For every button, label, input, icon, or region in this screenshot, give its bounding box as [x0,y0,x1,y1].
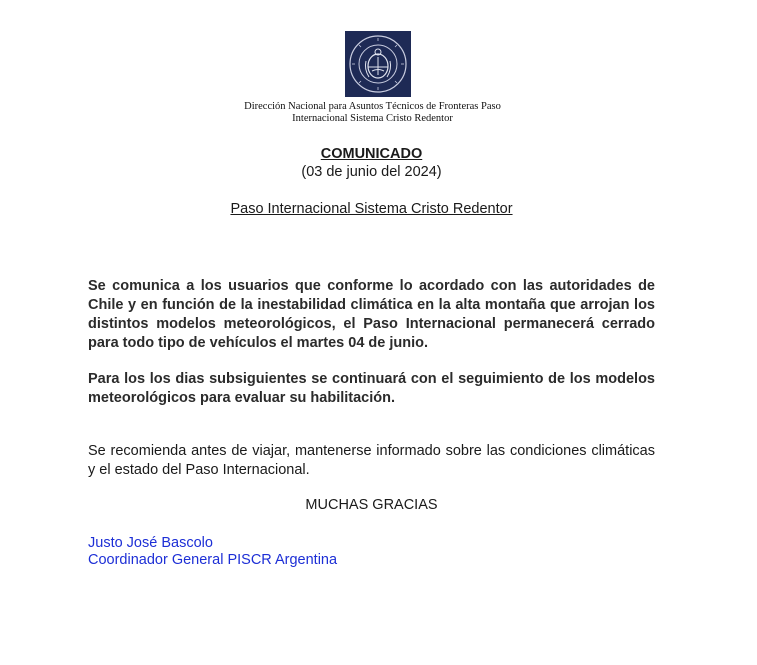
closing-text: MUCHAS GRACIAS [305,497,438,513]
ministerio-del-interior-seal-icon [345,31,411,97]
signature-role: Coordinador General PISCR Argentina [88,552,338,568]
header-line-2: Internacional Sistema Cristo Redentor [292,113,453,124]
signature-name: Justo José Bascolo [88,535,213,551]
document-subtitle [0,201,743,217]
paragraph-recommendation: Se recomienda antes de viajar, mantenerse informado sobre las condiciones climáticas y el estado del Paso Internacional. [88,443,655,478]
document-title [0,146,743,162]
paragraph-closure-notice: Se comunica a los usuarios que conforme lo acordado con las autoridades de Chile y en función de la inestabilidad climática en la alta montaña que arrojan los distintos modelos meteorológicos, el Paso Internacional permanecerá cerrado para todo tipo de vehículos el martes 04 de junio. [88,278,655,351]
document-date: (03 de junio del 2024) [301,164,442,180]
document-title-text: COMUNICADO [320,146,423,162]
header-line-1: Dirección Nacional para Asuntos Técnicos de Fronteras Paso [244,101,501,112]
document-subtitle-text: Paso Internacional Sistema Cristo Redentor [230,201,513,217]
paragraph-followup: Para los los dias subsiguientes se continuará con el seguimiento de los modelos meteorológicos para evaluar su habilitación. [88,371,655,406]
